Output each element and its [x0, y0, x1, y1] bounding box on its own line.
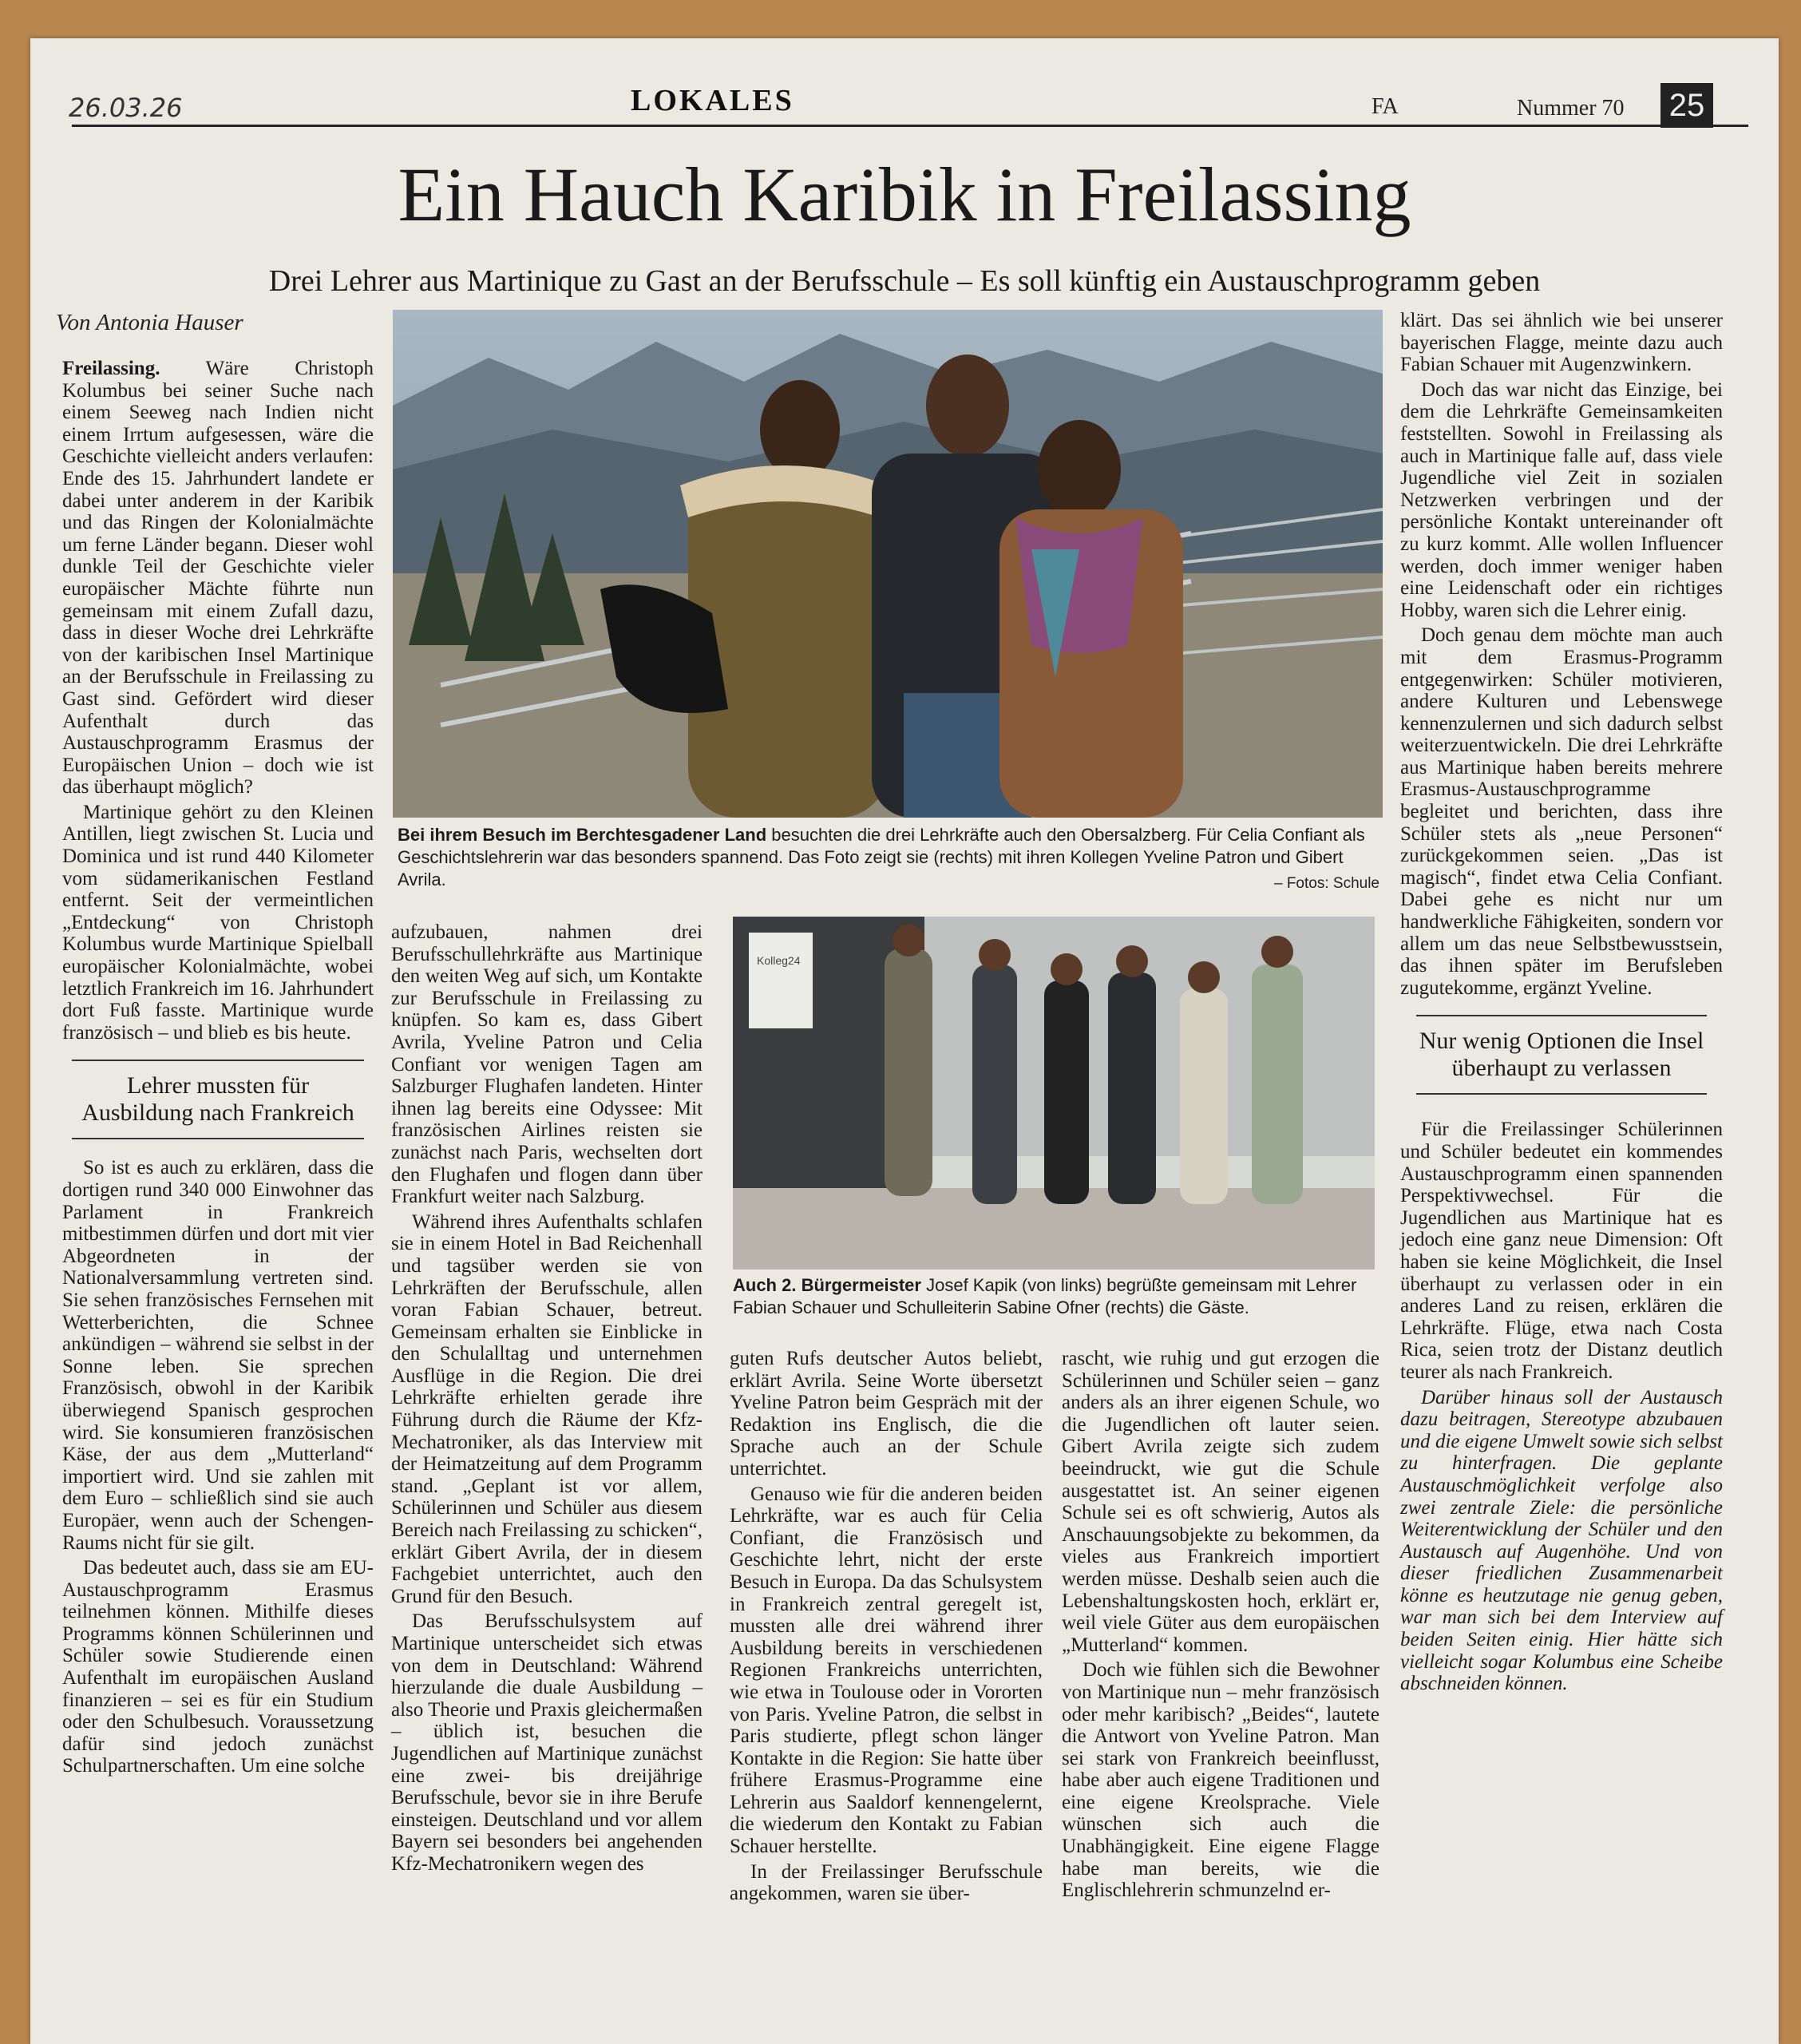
paragraph: In der Freilassinger Berufsschule angekommen, waren sie über- [730, 1860, 1043, 1905]
paragraph: klärt. Das sei ähnlich wie bei unserer bayerischen Flagge, meinte dazu auch Fabian Schauer mit Augenzwinkern. [1400, 310, 1723, 376]
issue-number: Nummer 70 [1517, 96, 1625, 121]
paragraph: guten Rufs deutscher Autos beliebt, erklärt Avrila. Seine Worte übersetzt Yveline Patron beim Gespräch mit der Redaktion ins Englisch, die die Sprache auch an der Schule unterrichtet. [730, 1348, 1043, 1480]
paragraph: Doch genau dem möchte man auch mit dem Erasmus-Programm entgegenwirken: Schüler motivieren, andere Kulturen und Lebenswege kennenzulernen und sich dadurch selbst weiterzuentwickeln. Die drei Lehrkräfte aus Martinique haben bereits mehrere Erasmus-Austauschprogramme begleitet und berichten, dass ihre Schüler stets als „neue Personen“ zurückgekommen seien. „Das ist magisch“, findet etwa Celia Confiant. Dabei gehe es nicht nur um handwerkliche Fähigkeiten, sondern vor allem um das neue Selbstbewusstsein, das ihnen später im Berufsleben zugutekomme, ergänzt Yveline. [1400, 624, 1723, 999]
header-rule [72, 125, 1748, 127]
paragraph-text: Wäre Christoph Kolumbus bei seiner Suche nach einem Seeweg nach Indien nicht einem Irrtum aufgesessen, wäre die Geschichte vielleicht anders verlaufen: Ende des 15. Jahrhundert landete er dabei unter anderem in der Karibik und das Ringen der Kolonialmächte um ferne Länder begann. Dieser wohl dunkle Teil der Geschichte vieler europäischer Mächte führte nun gemeinsam mit einem Zufall dazu, dass in dieser Woche drei Lehrkräfte von der karibischen Insel Martinique an der Berufsschule in Freilassing zu Gast sind. Gefördert wird dieser Aufenthalt durch das Austauschprogramm Erasmus der Europäischen Union – doch wie ist das überhaupt möglich? [62, 358, 374, 798]
page-number: 25 [1660, 83, 1713, 128]
photo-obersalzberg [393, 310, 1383, 818]
paragraph [62, 358, 374, 798]
column-4 [1062, 1348, 1379, 1905]
paragraph: Martinique gehört zu den Kleinen Antillen, liegt zwischen St. Lucia und Dominica und ist rund 440 Kilometer vom südamerikanischen Festland entfernt. Seit der vermeintlichen „Entdeckung“ von Christoph Kolumbus wurde Martinique Spielball europäischer Kolonialmächte, wobei letztlich Frankreich im 16. Jahrhundert dort Fuß fasste. Martinique wurde französisch – und blieb es bis heute. [62, 801, 374, 1044]
dateline: Freilassing. [62, 358, 160, 379]
column-1 [62, 358, 374, 1781]
paragraph: So ist es auch zu erklären, dass die dortigen rund 340 000 Einwohner das Parlament in Frankreich mitbestimmen dürfen und dort mit vier Abgeordneten in der Nationalversammlung vertreten sind. Sie sehen französisches Fernsehen mit Wetterberichten, die Schnee ankündigen – während sie selbst in der Sonne leben. Sie sprechen Französisch, obwohl in der Karibik überwiegend Spanisch gesprochen wird. Sie konsumieren französischen Käse, der aus dem „Mutterland“ importiert wird. Und sie zahlen mit dem Euro – schließlich sind sie auch Europäer, wenn auch der Schengen-Raums nicht für sie gilt. [62, 1157, 374, 1554]
caption-lead: Bei ihrem Besuch im Berchtesgadener Land [398, 825, 767, 845]
paragraph: Für die Freilassinger Schülerinnen und Schüler bedeutet ein kommendes Austauschprogramm einen spannenden Perspektivwechsel. Für die Jugendlichen aus Martinique hat es jedoch eine ganz neue Dimension: Oft haben sie keine Möglichkeit, die Insel überhaupt zu verlassen oder in ein anderes Land zu reisen, erklären die Lehrkräfte. Flüge, etwa nach Costa Rica, seien trotz der Distanz deutlich teurer als nach Frankreich. [1400, 1119, 1723, 1383]
caption-text: besuchten die drei Lehrkräfte auch den Obersalzberg. Für Celia Confiant als Geschichtslehrerin war das besonders spannend. Das Foto zeigt sie (rechts) mit ihren Kollegen Yveline Patron und Gibert Avrila. [398, 825, 1365, 889]
caption-lead: Auch 2. Bürgermeister [733, 1275, 921, 1295]
handwritten-date: 26.03.26 [69, 93, 183, 123]
column-5 [1400, 310, 1723, 1698]
paragraph: Darüber hinaus soll der Austausch dazu beitragen, Stereotype abzubauen und die eigene Umwelt sowie sich selbst zu hinterfragen. Die geplante Austauschmöglichkeit verfolge also zwei zentrale Ziele: die persönliche Weiterentwicklung der Schüler und den Austausch auf Augenhöhe. Und von dieser friedlichen Zusammenarbeit könne es heutzutage nie genug geben, war man sich bei dem Interview auf beiden Seiten einig. Hier hätte sich vielleicht sogar Kolumbus eine Scheibe abschneiden können. [1400, 1386, 1723, 1695]
column-3 [730, 1348, 1043, 1908]
photo-2-caption [733, 1274, 1375, 1319]
intertitle: Nur wenig Optionen die Insel überhaupt zu verlassen [1416, 1015, 1707, 1095]
paper-abbrev: FA [1372, 94, 1399, 119]
paragraph: Doch das war nicht das Einzige, bei dem die Lehrkräfte Gemeinsamkeiten feststellten. Sowohl in Freilassing als auch in Martinique falle auf, dass viele Jugendliche viel Zeit in sozialen Netzwerken verbringen und der persönliche Kontakt untereinander oft zu kurz kommt. Alle wollen Influencer werden, doch immer weniger haben eine Leidenschaft oder ein richtiges Hobby, waren sich die Lehrer einig. [1400, 378, 1723, 621]
byline: Von Antonia Hauser [56, 310, 243, 335]
door-sign: Kolleg24 [757, 954, 801, 967]
intertitle: Lehrer mussten für Ausbildung nach Frankreich [72, 1060, 364, 1139]
paragraph: Das Berufsschulsystem auf Martinique unterscheidet sich etwas von dem in Deutschland: Während hierzulande die duale Ausbildung – also Theorie und Praxis gleichermaßen – üblich ist, besuchen die Jugendlichen auf Martinique zunächst eine zwei- bis dreijährige Berufsschule, bevor sie in ihre Berufe einsteigen. Deutschland und vor allem Bayern sei besonders bei angehenden Kfz-Mechatronikern wegen des [391, 1610, 703, 1875]
paragraph: Das bedeutet auch, dass sie am EU-Austauschprogramm Erasmus teilnehmen können. Mithilfe dieses Programms können Schülerinnen und Schüler sowie Studierende einen Aufenthalt im europäischen Ausland finanzieren – sei es für ein Studium oder den Schulbesuch. Voraussetzung dafür sind jedoch zunächst Schulpartnerschaften. Um eine solche [62, 1557, 374, 1777]
paragraph: Während ihres Aufenthalts schlafen sie in einem Hotel in Bad Reichenhall und tagsüber werden sie von Lehrkräften der Berufsschule, allen voran Fabian Schauer, betreut. Gemeinsam erhalten sie Einblicke in den Schulalltag und unternehmen Ausflüge in die Region. Die drei Lehrkräfte erhielten gerade ihre Führung durch die Räume der Kfz-Mechatroniker, als das Interview mit der Heimatzeitung auf dem Programm stand. „Geplant ist vor allem, Schülerinnen und Schüler aus diesem Bereich nach Freilassing zu schicken“, erklärt Gibert Avrila, der in diesem Fachgebiet unterrichtet, auch den Grund für den Besuch. [391, 1210, 703, 1607]
caption-text: Josef Kapik (von links) begrüßte gemeinsam mit Lehrer Fabian Schauer und Schulleiterin Sabine Ofner (rechts) die Gäste. [733, 1275, 1357, 1317]
paragraph: aufzubauen, nahmen drei Berufsschullehrkräfte aus Martinique den weiten Weg auf sich, um Kontakte zur Berufsschule in Freilassing zu knüpfen. So kam es, dass Gibert Avrila, Yveline Patron und Celia Confiant vor wenigen Tagen am Salzburger Flughafen landeten. Hinter ihnen lag bereits eine Odyssee: Mit französischen Airlines reisten sie zunächst nach Paris, wechselten dort den Flughafen und flogen dann über Frankfurt weiter nach Salzburg. [391, 921, 703, 1208]
column-2 [391, 921, 703, 1879]
paragraph: rascht, wie ruhig und gut erzogen die Schülerinnen und Schüler seien – ganz anders als an ihrer eigenen Schule, wo die Jugendlichen oft lauter seien. Gibert Avrila zeigte sich zudem beeindruckt, wie gut die Schule ausgestattet ist. An seiner eigenen Schule sei es oft schwierig, Autos als Anschauungsobjekte zu bekommen, da vieles aus Frankreich importiert werden müsse. Deshalb seien auch die Lebenshaltungskosten hoch, erklärt er, weil viele Güter aus dem europäischen „Mutterland“ kommen. [1062, 1348, 1379, 1656]
photo-credit: – Fotos: Schule [1273, 875, 1379, 892]
newspaper-page [30, 38, 1779, 2044]
section-title: LOKALES [631, 84, 794, 117]
headline: Ein Hauch Karibik in Freilassing [398, 152, 1411, 237]
paragraph: Genauso wie für die anderen beiden Lehrkräfte, war es auch für Celia Confiant, die Französisch und Geschichte lehrt, nicht der erste Besuch in Europa. Da das Schulsystem in Frankreich zentral geregelt ist, mussten alle drei während ihrer Ausbildung bereits in verschiedenen Regionen Frankreichs unterrichten, wie etwa in Toulouse oder in Vororten von Paris. Yveline Patron, die selbst in Paris studierte, pflegt schon länger Kontakte in die Region: Sie hatte über frühere Erasmus-Programme eine Lehrerin aus Saaldorf kennengelernt, die wiederum den Kontakt zu Fabian Schauer herstellte. [730, 1483, 1043, 1858]
subheadline: Drei Lehrer aus Martinique zu Gast an der Berufsschule – Es soll künftig ein Austauschprogramm geben [268, 264, 1541, 298]
photo-group [733, 917, 1375, 1270]
paragraph: Doch wie fühlen sich die Bewohner von Martinique nun – mehr französisch oder mehr karibisch? „Beides“, lautete die Antwort von Yveline Patron. Man sei stark von Frankreich beeinflusst, habe aber auch eigene Traditionen und eine eigene Kreolsprache. Viele wünschen sich auch die Unabhängigkeit. Eine eigene Flagge habe man bereits, wie die Englischlehrerin schmunzelnd er- [1062, 1659, 1379, 1902]
